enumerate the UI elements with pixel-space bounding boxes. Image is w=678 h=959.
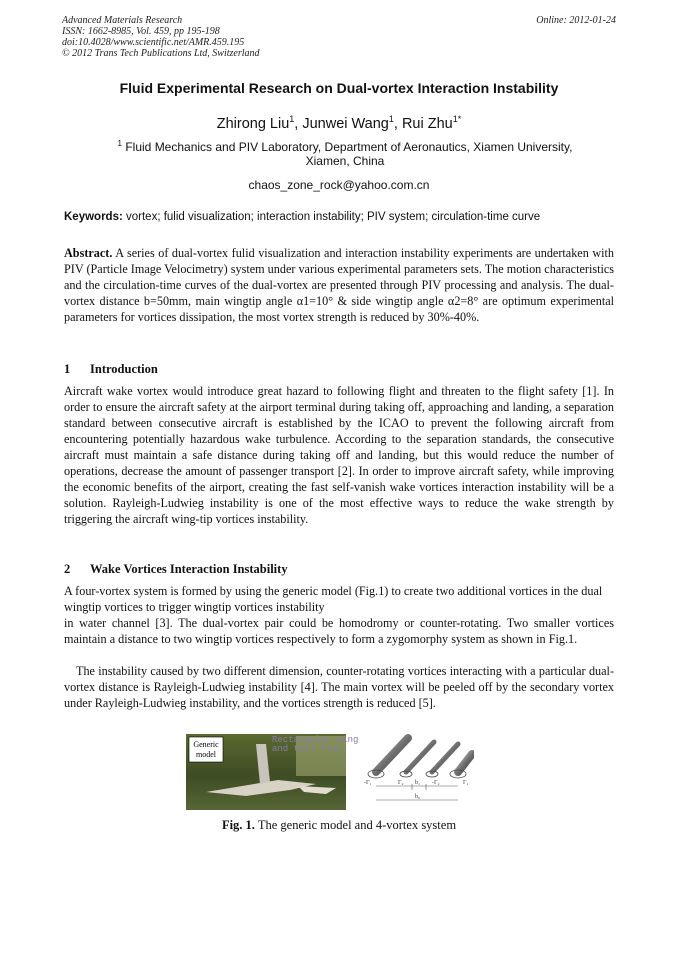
vortex-tube: [458, 754, 472, 772]
wing-label-2: and tail flat: [272, 744, 343, 754]
paragraph-line: A four-vortex system is formed by using the generic model (Fig.1) to create two additional vortices in the dual wingtip vortices to trigger wingtip vortices instability: [64, 584, 603, 614]
affiliation-sup: 1: [117, 139, 122, 148]
abstract-text: A series of dual-vortex fulid visualization and interaction instability experiments are undertaken with PIV (Particle Image Velocimetry) system under various experimental parameters sets. The motion characteristics and the circulation-time curves of the dual-vortex are presented through PIV processing and analysis. The dual-vortex distance b=50mm, main wingtip angle α1=10° & side wingtip angle α2=8° are optimum experimental parameters for vortices dissipation, the most vortex strength is reduced by 30%-40%.: [64, 246, 614, 324]
dimension-label: b₁: [415, 780, 421, 786]
author-name: Rui Zhu: [401, 115, 453, 132]
journal-header: [62, 15, 616, 59]
author-sup: 1: [388, 114, 394, 124]
gamma-label: -Γ₁: [364, 780, 372, 786]
section-number: 2: [64, 562, 71, 576]
section-number: 1: [64, 362, 71, 376]
dimension-label: b₀: [415, 794, 421, 800]
paper-title: Fluid Experimental Research on Dual-vortex Interaction Instability: [119, 80, 559, 96]
author-sup: 1: [289, 114, 295, 124]
section-heading-wake-vortices: [64, 562, 288, 577]
abstract: [64, 245, 614, 325]
vortex-tube: [406, 742, 434, 772]
wing-label: Rectangular wing: [272, 735, 359, 745]
gamma-label: Γ₂: [398, 780, 404, 786]
vortex-tube: [432, 744, 458, 772]
paragraph: [64, 583, 614, 647]
affiliation-text: Fluid Mechanics and PIV Laboratory, Department of Aeronautics, Xiamen University, Xiamen, China: [125, 140, 573, 168]
affiliation: [100, 137, 590, 168]
journal-doi: doi:10.4028/www.scientific.net/AMR.459.195: [62, 37, 245, 48]
paragraph-line: in water channel [3]. The dual-vortex pair could be homodromy or counter-rotating. Two smaller vortices maintain a distance to two wingtip vortices respectively to form a zygomorphy system as shown in Fig.1.: [64, 616, 614, 646]
figure-caption-text: The generic model and 4-vortex system: [257, 818, 457, 832]
journal-copyright: © 2012 Trans Tech Publications Ltd, Switzerland: [62, 48, 260, 59]
generic-model-label: Generic: [193, 740, 219, 749]
generic-model-label-2: model: [196, 750, 216, 759]
vortex-tube: [376, 738, 408, 772]
author-name: Zhirong Liu: [216, 115, 290, 132]
author-name: Junwei Wang: [302, 115, 389, 132]
keywords-text: vortex; fulid visualization; interaction instability; PIV system; circulation-time curve: [126, 211, 541, 223]
author-list: Zhirong Liu$^1$, Junwei Wang$^1$, Rui Zhu$^{1*}$: [216, 114, 462, 132]
section-title: Introduction: [90, 362, 158, 376]
figure-caption-label: Fig. 1.: [221, 818, 255, 832]
section-heading-introduction: [64, 362, 158, 377]
section-title: Wake Vortices Interaction Instability: [90, 562, 288, 576]
gamma-label: -Γ₂: [432, 780, 440, 786]
keywords-label: Keywords:: [64, 211, 123, 223]
gamma-label: Γ₁: [463, 780, 469, 786]
paragraph: Aircraft wake vortex would introduce great hazard to following flight and threaten to the flight safety [1]. In order to ensure the aircraft safety at the airport terminal during taking off, approaching and landing, a separation standard between consecutive aircraft is established by the ICAO to prevent the following aircraft from encountering potentially hazardous wake turbulence. According to the separation standards, the consecutive aircraft must maintain a safe distance during taking off and landing, but this would reduce the number of operations, decrease the amount of passenger transport [2]. In order to improve aircraft safety, while improving the economic benefits of the airport, creating the fast self-vanish wake vortices interaction instability will be a solution. Rayleigh-Ludwieg instability is one of the most effective ways to reduce the wake strength by triggering the aircraft wing-tip vortices instability.: [64, 384, 614, 526]
author-email[interactable]: chaos_zone_rock@yahoo.com.cn: [248, 178, 430, 192]
figure-caption: [0, 818, 678, 833]
online-date: Online: 2012-01-24: [536, 15, 616, 26]
keywords: [64, 211, 624, 223]
journal-name: Advanced Materials Research: [62, 15, 183, 26]
four-vortex-diagram: [364, 738, 472, 800]
abstract-label: Abstract.: [64, 246, 113, 260]
journal-issn: ISSN: 1662-8985, Vol. 459, pp 195-198: [62, 26, 220, 37]
figure-generic-model: [186, 734, 474, 810]
author-sup: 1*: [452, 114, 462, 124]
paragraph: The instability caused by two different dimension, counter-rotating vortices interacting with a particular dual-vortex distance is Rayleigh-Ludwieg instability [4]. The main vortex will be peeled off by the secondary vortex under Rayleigh-Ludwieg instability, and the vortices strength is reduced [5].: [64, 664, 614, 710]
